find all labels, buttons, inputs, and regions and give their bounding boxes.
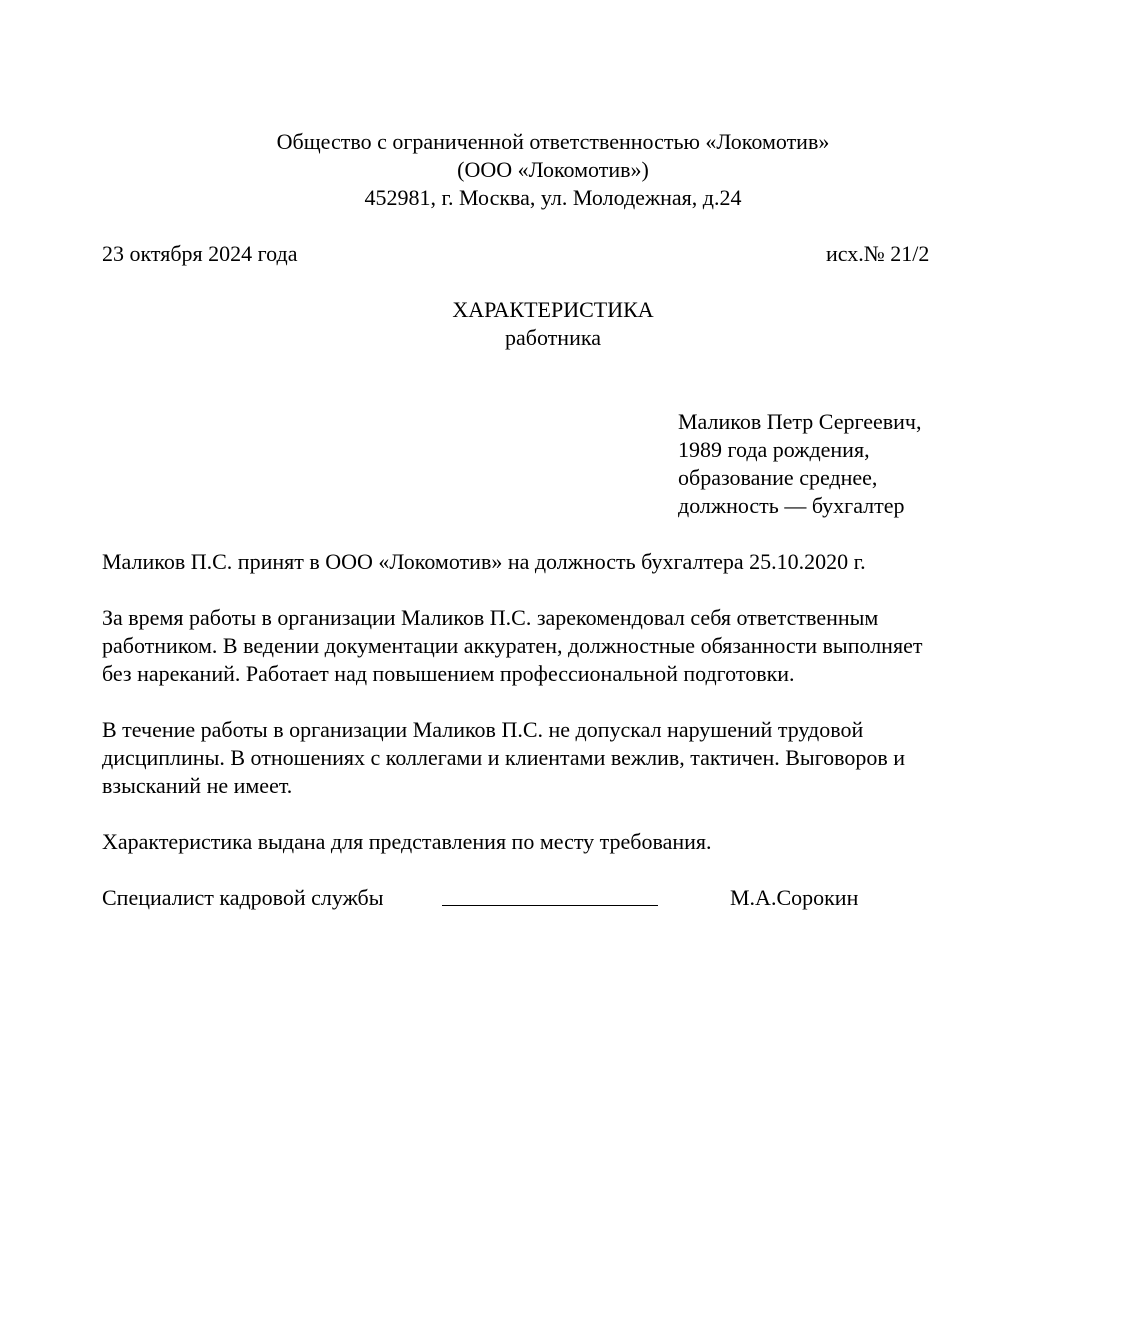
paragraph-line: За время работы в организации Маликов П.С. зарекомендовал себя ответственным (102, 605, 879, 630)
document-date: 23 октября 2024 года (102, 241, 298, 266)
document-title: ХАРАКТЕРИСТИКА (452, 297, 654, 322)
paragraph-line: Характеристика выдана для представления по месту требования. (102, 829, 712, 854)
paragraph-purpose (102, 828, 1002, 856)
org-name: Общество с ограниченной ответственностью «Локомотив» (276, 129, 830, 154)
paragraph-performance (102, 604, 1002, 688)
employee-education: образование среднее, (678, 465, 878, 490)
employee-name: Маликов Петр Сергеевич, (678, 409, 922, 434)
signature-line (442, 905, 658, 906)
paragraph-hired (102, 548, 1002, 576)
paragraph-line: В течение работы в организации Маликов П.С. не допускал нарушений трудовой (102, 717, 864, 742)
signer-name: М.А.Сорокин (730, 885, 859, 910)
employee-position: должность — бухгалтер (678, 493, 905, 518)
outgoing-number: исх.№ 21/2 (826, 241, 930, 266)
paragraph-line: взысканий не имеет. (102, 773, 293, 798)
paragraph-discipline (102, 716, 1002, 800)
paragraph-line: без нареканий. Работает над повышением профессиональной подготовки. (102, 661, 795, 686)
employee-birth: 1989 года рождения, (678, 437, 870, 462)
org-short-name: (ООО «Локомотив») (457, 157, 649, 182)
signature-role: Специалист кадровой службы (102, 885, 384, 910)
document-subtitle: работника (505, 325, 601, 350)
paragraph-line: работником. В ведении документации аккуратен, должностные обязанности выполняет (102, 633, 923, 658)
paragraph-line: дисциплины. В отношениях с коллегами и клиентами вежлив, тактичен. Выговоров и (102, 745, 906, 770)
paragraph-line: Маликов П.С. принят в ООО «Локомотив» на должность бухгалтера 25.10.2020 г. (102, 549, 866, 574)
org-address: 452981, г. Москва, ул. Молодежная, д.24 (364, 185, 742, 210)
